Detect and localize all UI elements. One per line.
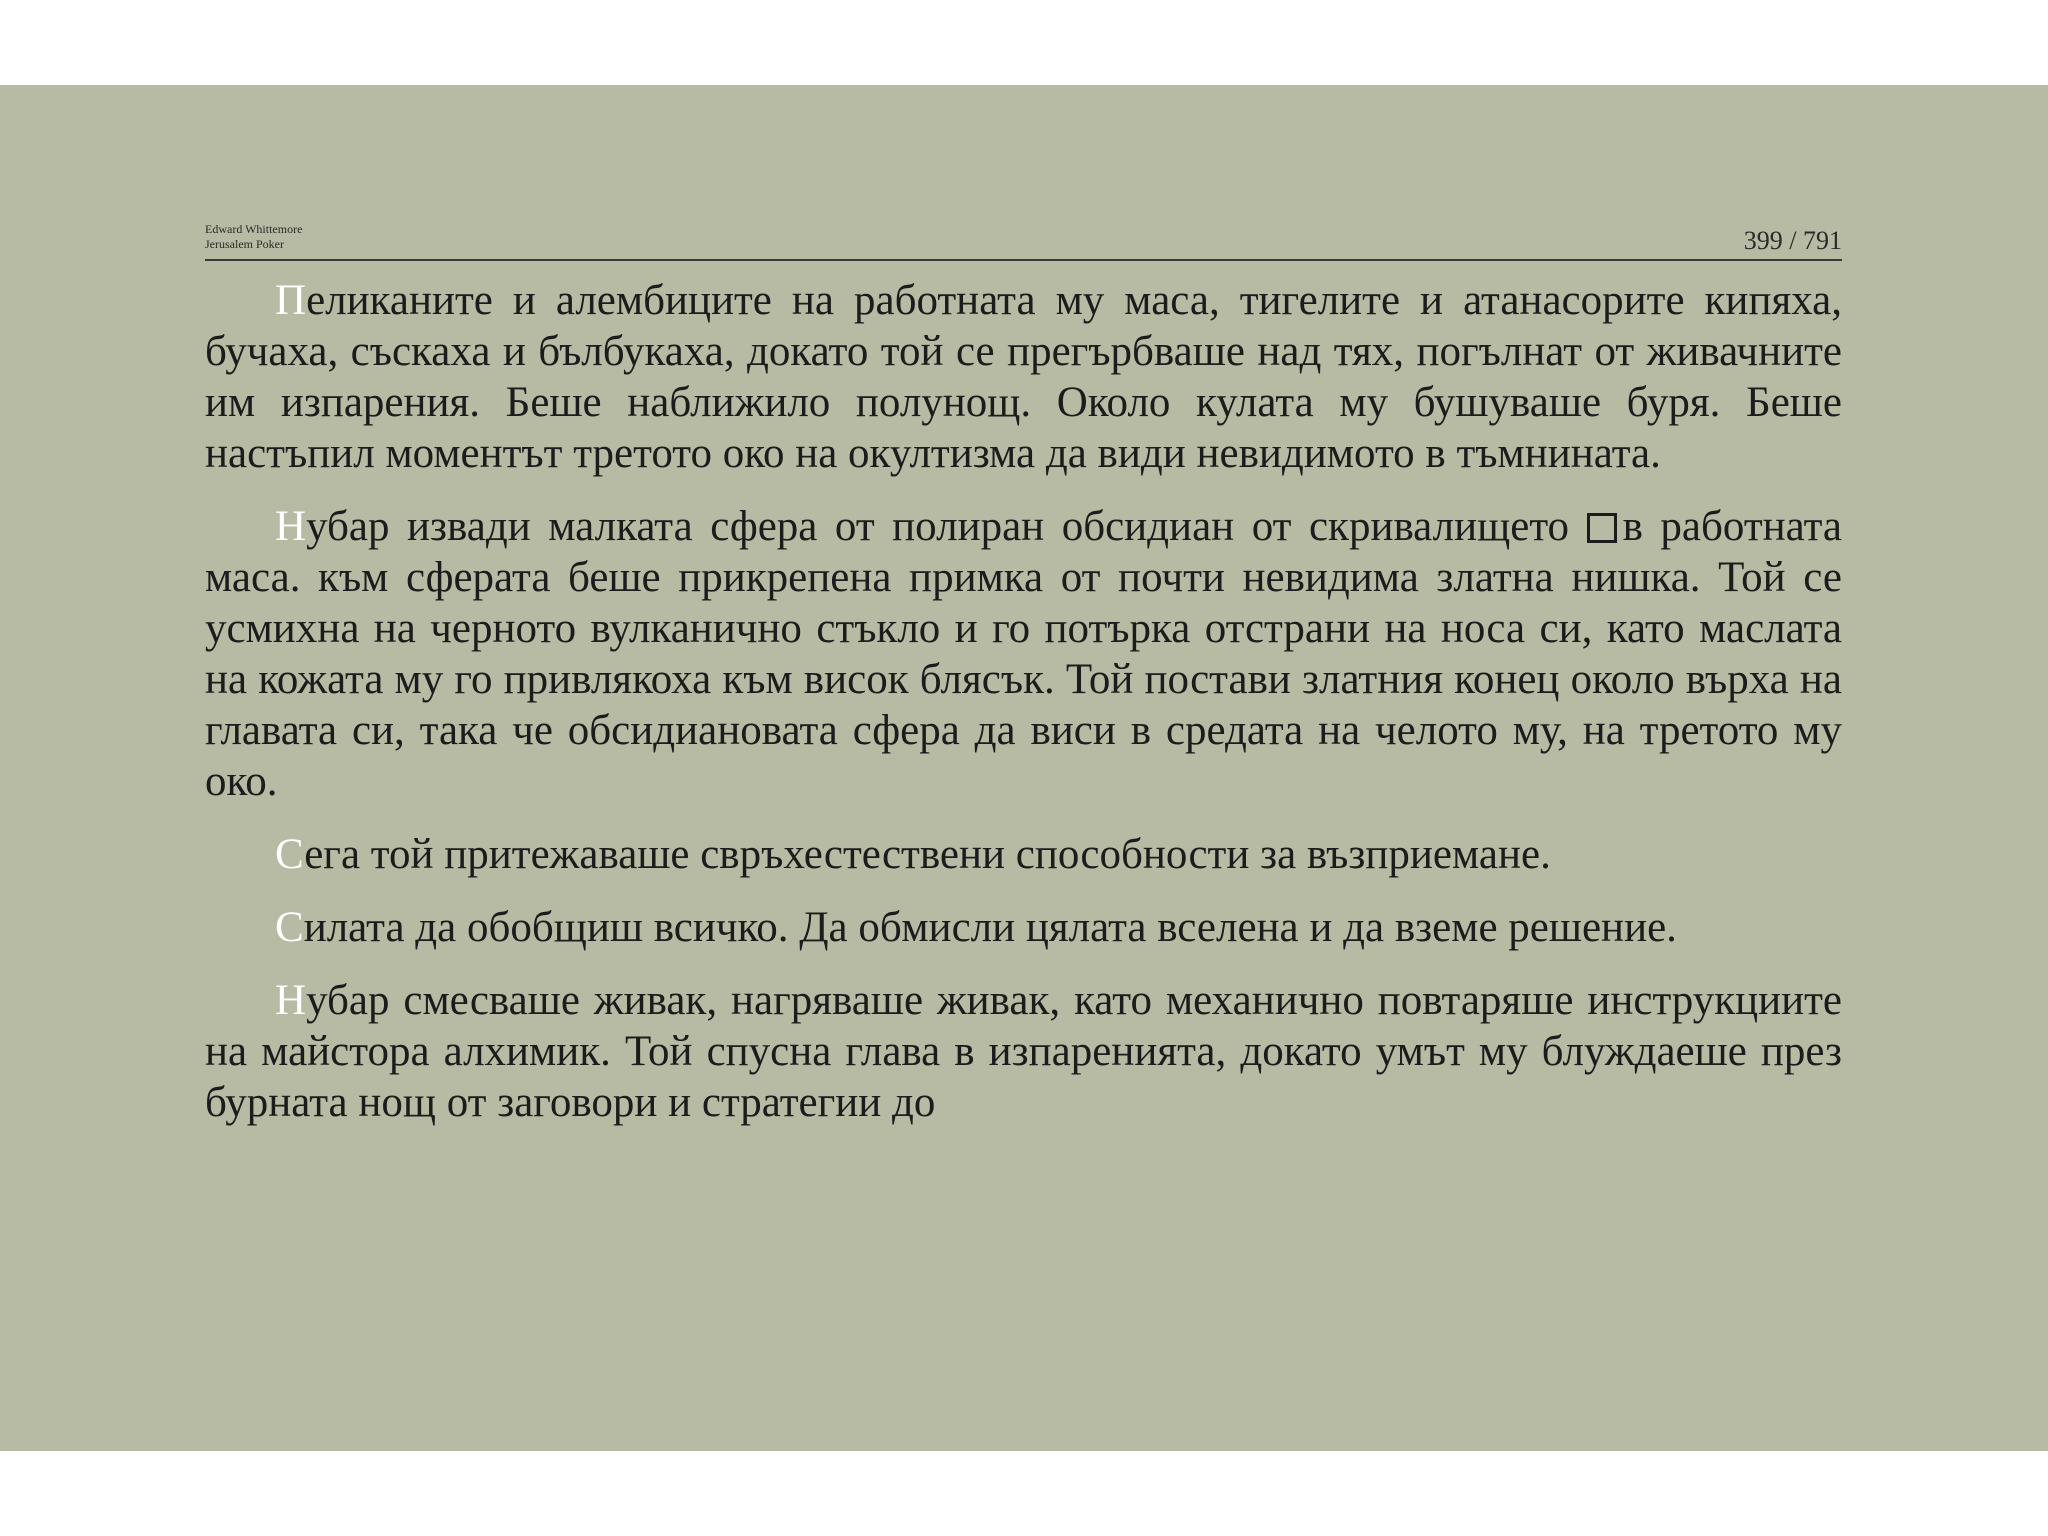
paragraph-5 — [205, 975, 1842, 1128]
drop-cap: П — [275, 277, 307, 324]
paragraph-text: илата да обобщиш всичко. Да обмисли цялата вселена и да вземе решение. — [303, 904, 1677, 951]
paragraph-text-continued: в работната маса. към сферата беше прикрепена примка от почти невидима златна нишка. Той се усмихна на черното вулканично стъкло и го потърка отстрани на носа си, като маслата на кожата му го привлякоха към висок блясък. Той постави златния конец около върха на главата си, така че обсидиановата сфера да виси в средата на челото му, на третото му око. — [205, 503, 1843, 805]
book-meta — [205, 222, 302, 252]
page-header — [205, 136, 1842, 260]
paragraph-text: убар извади малката сфера от полиран обсидиан от скривалището — [306, 503, 1570, 550]
author-name: Edward Whittemore — [205, 222, 303, 236]
missing-glyph-box-icon — [1587, 513, 1617, 543]
paragraph-3 — [205, 829, 1842, 880]
drop-cap: С — [275, 904, 304, 951]
paragraph-2 — [205, 501, 1842, 807]
paragraph-text: ега той притежаваше свръхестествени способности за възприемане. — [304, 831, 1551, 878]
paragraph-4 — [205, 902, 1842, 953]
drop-cap: С — [275, 831, 305, 878]
book-text — [205, 275, 1842, 1150]
header-divider — [205, 259, 1842, 261]
drop-cap: Н — [275, 503, 307, 550]
drop-cap: Н — [275, 977, 307, 1024]
paragraph-text: еликаните и алембиците на работната му маса, тигелите и атанасорите кипяха, бучаха, съскаха и бълбукаха, докато той се прегърбваше над тях, погълнат от живачните им изпарения. Беше наближило полунощ. Около кулата му бушуваше буря. Беше настъпил моментът третото око на окултизма да види невидимото в тъмнината. — [205, 277, 1842, 477]
page-counter: 399 / 791 — [1743, 226, 1842, 255]
book-title: Jerusalem Poker — [205, 237, 284, 251]
paragraph-1 — [205, 275, 1842, 479]
paragraph-text: убар смесваше живак, нагряваше живак, като механично повтаряше инструкциите на майстора алхимик. Той спусна глава в изпаренията, докато умът му блуждаеше през бурната нощ от заговори и стратегии до — [205, 977, 1842, 1126]
